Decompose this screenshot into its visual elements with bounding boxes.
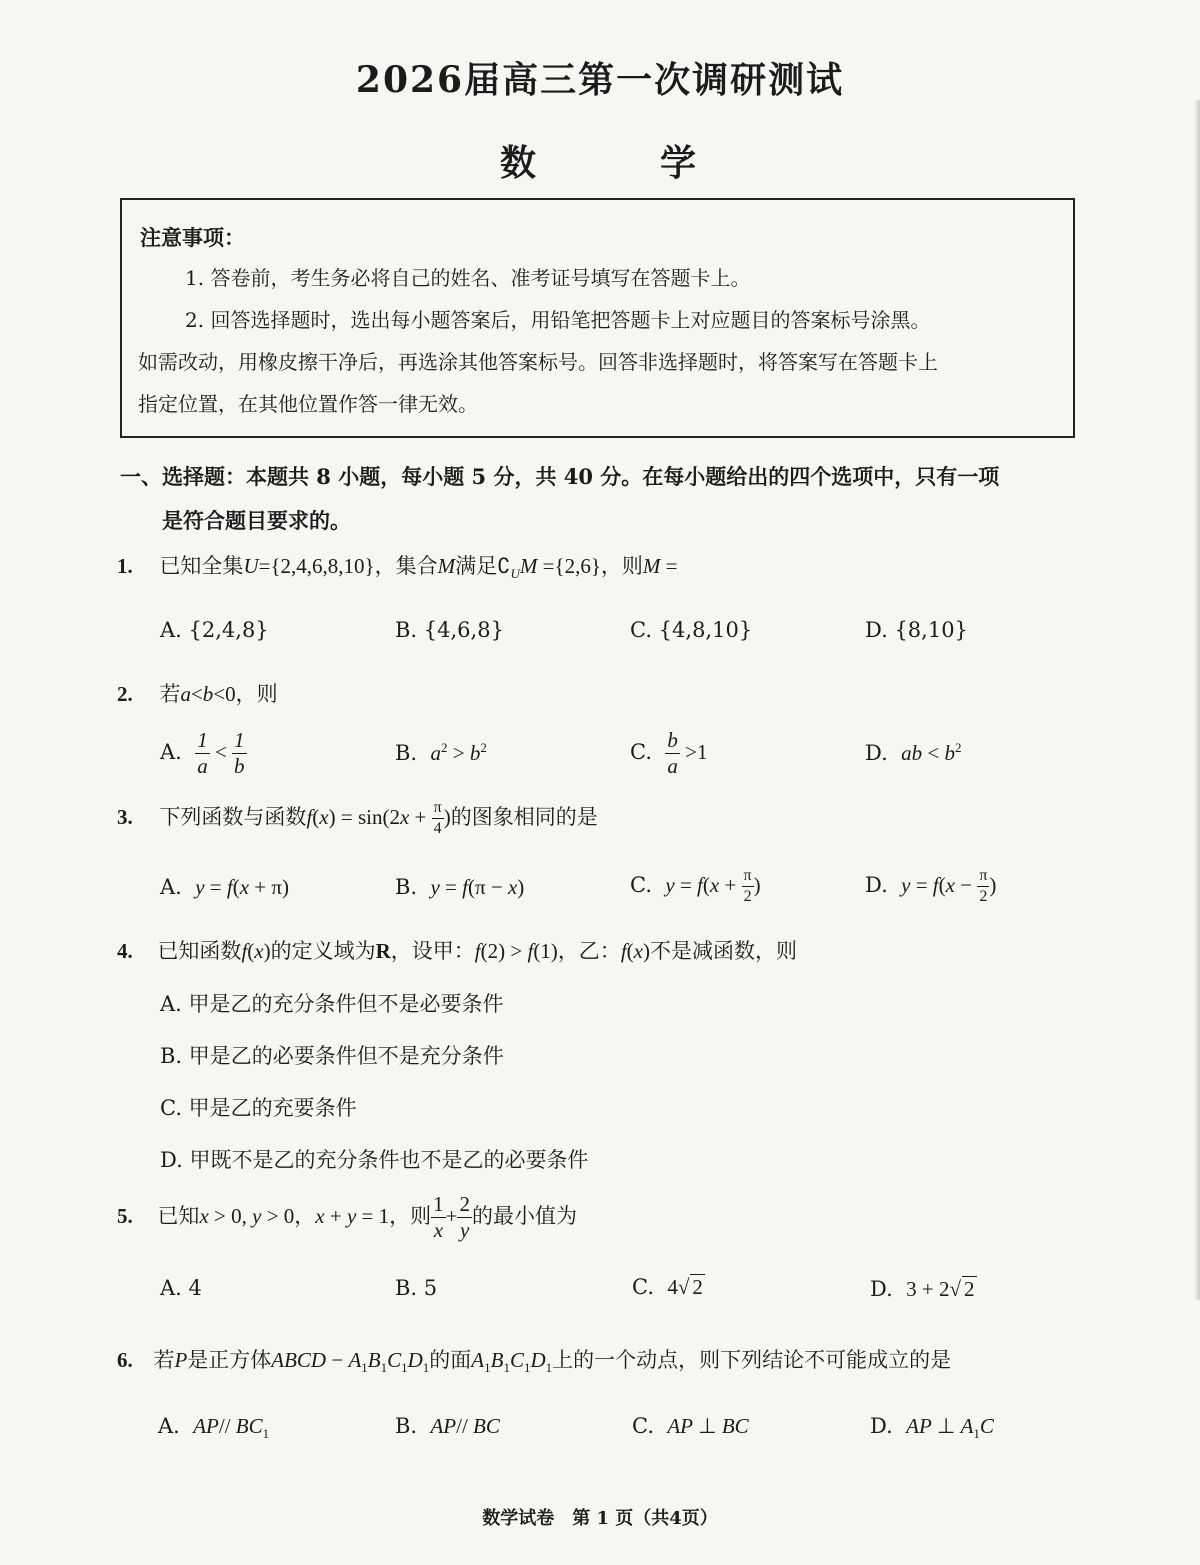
option-2b[interactable]: B. $a^2 > b^2$ [395, 740, 487, 765]
notice-title: 注意事项： [140, 225, 245, 250]
option-1a[interactable]: A. {2,4,8} [160, 618, 269, 642]
question-number: 1. [117, 554, 133, 578]
option-4a[interactable]: A. 甲是乙的充分条件但不是必要条件 [160, 992, 504, 1016]
question-4 [117, 935, 797, 965]
option-3b[interactable]: B. y = f(π − x) [395, 875, 525, 899]
section-heading-line1: 一、选择题：本题共 8 小题，每小题 5 分，共 40 分。在每小题给出的四个选项中，只有一项 [120, 464, 1000, 489]
question-number: 4. [117, 939, 133, 963]
question-3 [117, 800, 598, 837]
option-5d[interactable]: D. 3 + 2√ 2 [870, 1277, 975, 1301]
question-6 [117, 1344, 951, 1376]
option-2c[interactable]: C. $\frac{b}{a}$ >1 [630, 728, 708, 778]
question-stem: 已知x > 0, y > 0，x + y = 1，则 $\frac{1}{x}$ + $\frac{2}{y}$ 的最小值为 [157, 1192, 577, 1242]
option-4b[interactable]: B. 甲是乙的必要条件但不是充分条件 [160, 1044, 504, 1068]
option-1c[interactable]: C. {4,8,10} [630, 618, 753, 642]
notice-item-2-cont: 如需改动，用橡皮擦干净后，再选涂其他答案标号。回答非选择题时，将答案写在答题卡上 [138, 350, 938, 374]
option-3d[interactable]: D. y = f(x − $\frac{\pi}{2}$ ) [865, 867, 997, 905]
question-number: 6. [117, 1348, 133, 1372]
section-heading-line2: 是符合题目要求的。 [162, 508, 351, 533]
option-6c[interactable]: C. AP ⊥ BC [632, 1414, 749, 1438]
question-number: 5. [117, 1204, 133, 1228]
question-2 [117, 678, 278, 708]
option-6d[interactable]: D. AP ⊥ $A_1C$ [870, 1414, 994, 1442]
option-1b[interactable]: B. {4,6,8} [395, 618, 504, 642]
question-stem: 下列函数与函数f(x) = sin(2x + $\frac{\pi}{4}$ )的图象相同的是 [159, 799, 598, 837]
option-6a[interactable]: A. AP// $BC_1$ [158, 1414, 270, 1442]
option-5b[interactable]: B. 5 [395, 1276, 438, 1300]
question-stem: 已知函数f(x)的定义域为R，设甲：f(2) > f(1)，乙：f(x)不是减函数，则 [157, 939, 797, 963]
question-number: 3. [117, 805, 133, 829]
option-5c[interactable]: C. 4√ 2 [632, 1275, 703, 1299]
subject-title: 数 学 [499, 142, 740, 184]
notice-item-2-cont2: 指定位置，在其他位置作答一律无效。 [138, 392, 478, 416]
page-edge-shadow [1194, 100, 1200, 1300]
notice-item-1: 1. 答卷前，考生务必将自己的姓名、准考证号填写在答题卡上。 [185, 266, 751, 290]
option-5a[interactable]: A. 4 [160, 1276, 202, 1300]
option-4c[interactable]: C. 甲是乙的充要条件 [160, 1096, 357, 1120]
option-3a[interactable]: A. y = f(x + π) [160, 875, 289, 899]
question-1 [117, 550, 678, 582]
question-stem: 若a<b<0，则 [159, 682, 278, 706]
question-stem: 已知全集U={2,4,6,8,10}，集合M满足$∁_UM =\{2,6\}$，则M = [159, 554, 678, 582]
question-stem: 若P是正方体ABCD − $A_1B_1C_1D_1$的面$A_1B_1C_1D_1$上的一个动点，则下列结论不可能成立的是 [153, 1348, 952, 1376]
question-number: 2. [117, 682, 133, 706]
page-footer: 数学试卷 第 1 页（共4页） [482, 1508, 718, 1529]
section-heading [120, 455, 1080, 543]
exam-title: 2026届高三第一次调研测试 [355, 59, 845, 101]
option-2a[interactable]: A. $\frac{1}{a}$ < $\frac{1}{b}$ [160, 728, 245, 778]
option-3c[interactable]: C. y = f(x + $\frac{\pi}{2}$ ) [630, 867, 761, 905]
notice-item-2: 2. 回答选择题时，选出每小题答案后，用铅笔把答题卡上对应题目的答案标号涂黑。 [185, 308, 931, 332]
option-2d[interactable]: D. ab < $b^2$ [865, 740, 962, 765]
option-6b[interactable]: B. AP// BC [395, 1414, 500, 1438]
option-1d[interactable]: D. {8,10} [865, 618, 968, 642]
option-4d[interactable]: D. 甲既不是乙的充分条件也不是乙的必要条件 [160, 1148, 589, 1172]
question-5 [117, 1194, 577, 1241]
